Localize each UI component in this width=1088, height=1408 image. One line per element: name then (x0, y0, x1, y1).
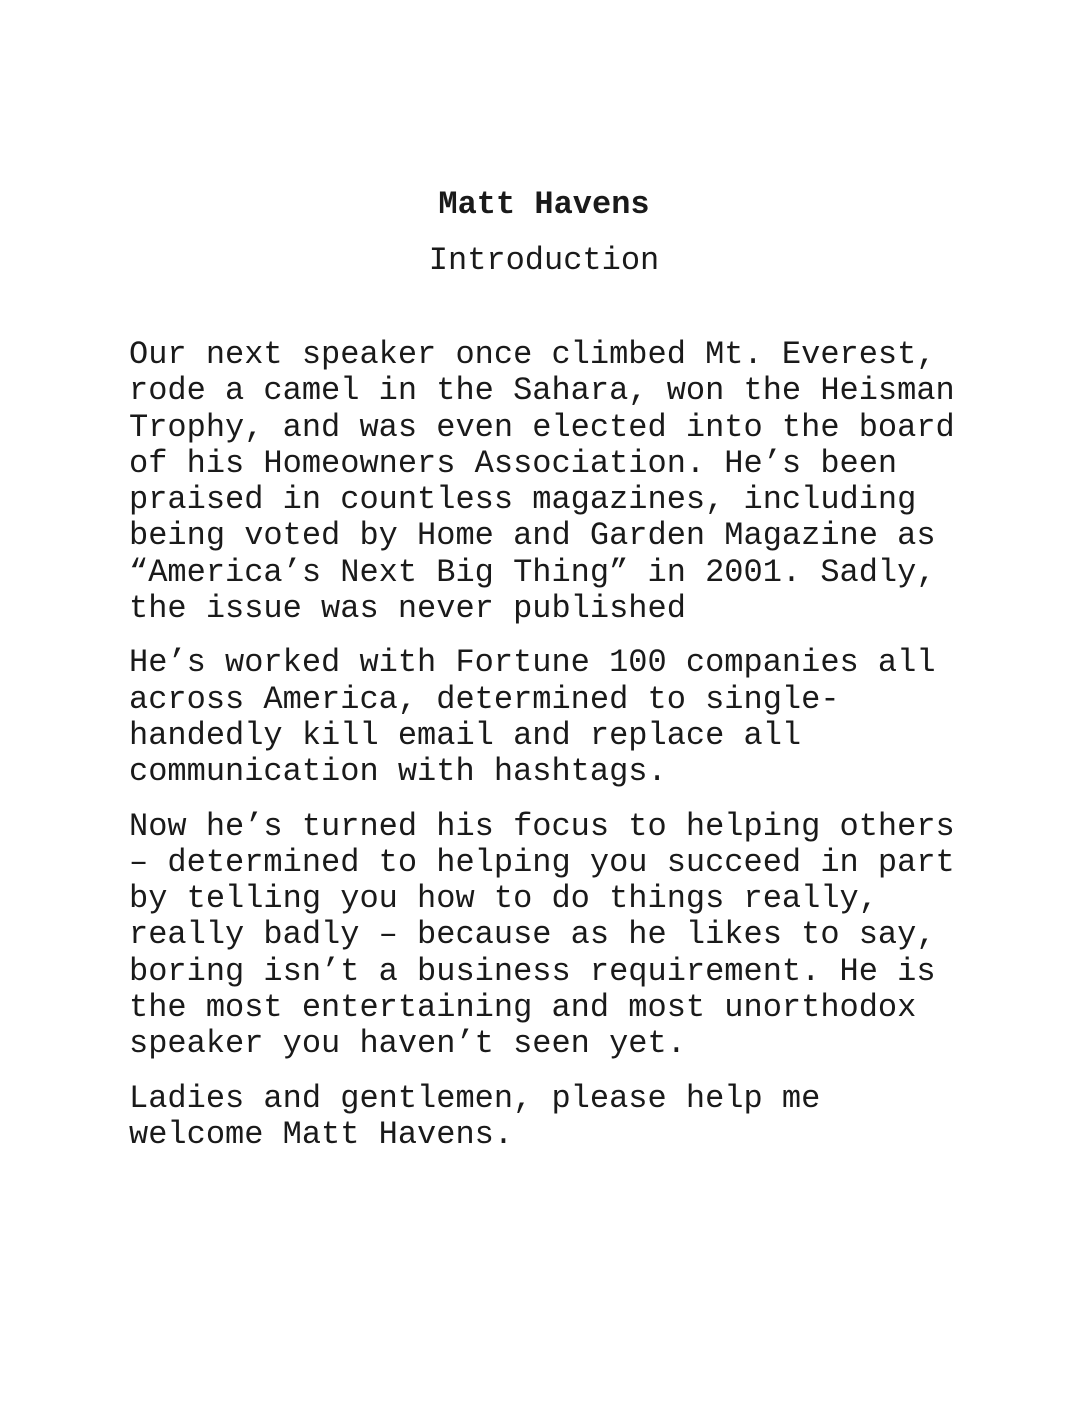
paragraph-1: Our next speaker once climbed Mt. Everest, rode a camel in the Sahara, won the Heisman Trophy, and was even elected into the board of his Homeowners Association. He’s been praised in countless magazines, including being voted by Home and Garden Magazine as “America’s Next Big Thing” in 2001. Sadly, the issue was never published (129, 336, 955, 628)
page-title: Matt Havens (438, 186, 650, 223)
paragraph-4: Ladies and gentlemen, please help me welcome Matt Havens. (129, 1079, 821, 1153)
body-text (129, 337, 989, 1171)
page-subtitle: Introduction (428, 242, 660, 279)
paragraph-3: Now he’s turned his focus to helping others – determined to helping you succeed in part by telling you how to do things really, really badly – because as he likes to say, boring isn’t a business requirement. He is the most entertaining and most unorthodox speaker you haven’t seen yet. (129, 807, 955, 1063)
paragraph-2: He’s worked with Fortune 100 companies all across America, determined to single- handedly kill email and replace all communication with hashtags. (129, 644, 936, 791)
